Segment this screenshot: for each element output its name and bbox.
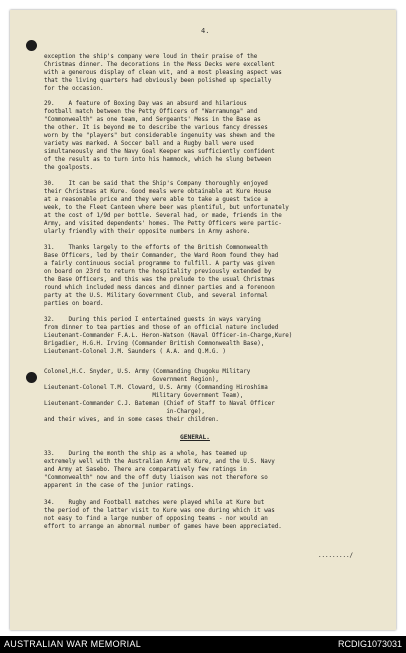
text-line: round which included mess dances and dinner parties and a forenoon	[44, 285, 275, 291]
text-line: that the living quarters had obviously been polished up specially	[44, 78, 272, 84]
text-line: Colonel,H.C. Snyder, U.S. Army (Commanding Chugoku Military	[44, 369, 251, 375]
text-line: for the occasion.	[44, 86, 104, 92]
text-line: exception the ship's company were loud in their praise of the	[44, 54, 258, 60]
text-line: 30. It can be said that the Ship's Company thoroughly enjoyed	[44, 181, 268, 187]
text-line: simultaneously and the Navy Goal Keeper was sufficiently confident	[44, 149, 275, 155]
text-line: Military Government Team),	[44, 393, 244, 399]
text-line: effort to arrange an abnormal number of games have been appreciated.	[44, 524, 282, 530]
text-line: 34. Rugby and Football matches were played while at Kure but	[44, 500, 265, 506]
text-line: the period of the latter visit to Kure was one during which it was	[44, 508, 275, 514]
text-line: "Commonwealth" as one team, and Sergeants' Mess in the Base as	[44, 117, 261, 123]
text-line: at a reasonable price and they were able to take a guest twice a	[44, 197, 268, 203]
text-line: football match between the Petty Officers of "Warramunga" and	[44, 109, 258, 115]
text-line: apparent in the case of the junior ratings.	[44, 483, 195, 489]
text-line: variety was marked. A Soccer ball and a Rugby ball were used	[44, 141, 254, 147]
text-line: from dinner to tea parties and those of an official nature included	[44, 325, 279, 331]
text-line: the goalposts.	[44, 165, 93, 171]
text-line: party at the U.S. Military Government Club, and several informal	[44, 293, 268, 299]
text-line: Lieutenant-Colonel J.M. Saunders ( A.A. and Q.M.G. )	[44, 349, 226, 355]
text-line: Christmas dinner. The decorations in the Mess Decks were excellent	[44, 62, 275, 68]
text-line: parties on board.	[44, 301, 104, 307]
text-line: in-Charge),	[44, 409, 205, 415]
text-line: Government Region),	[44, 377, 219, 383]
text-line: worn by the "players" but considerable ingenuity was shewn and the	[44, 133, 275, 139]
archive-name: AUSTRALIAN WAR MEMORIAL	[4, 639, 142, 649]
text-line: Brigadier, H.G.H. Irving (Commander British Commonwealth Base),	[44, 341, 265, 347]
text-line: the Base Officers, and this was the prelude to the usual Christmas	[44, 277, 275, 283]
archive-reference: RCDIG1073031	[337, 639, 402, 649]
text-line: their Christmas at Kure. Good meals were obtainable at Kure House	[44, 189, 272, 195]
text-line: the other. It is beyond me to describe the various fancy dresses	[44, 125, 268, 131]
section-heading: GENERAL.	[180, 434, 210, 441]
text-line: Lieutenant-Colonel T.M. Cloward, U.S. Army (Commanding Hiroshima	[44, 385, 268, 391]
text-line: and Army at Sasebo. There are comparatively few ratings in	[44, 467, 247, 473]
text-line: Army, and visited dependents' homes. The Petty Officers were partic-	[44, 221, 282, 227]
text-line: not easy to find a large number of opposing teams - nor would an	[44, 516, 268, 522]
punch-hole-bottom	[26, 372, 37, 383]
text-line: "Commonwealth" now and the off duty liaison was not therefore so	[44, 475, 268, 481]
text-line: ........./	[318, 553, 353, 559]
text-line: ularly friendly with their opposite numbers in Army ashore.	[44, 229, 251, 235]
punch-hole-top	[26, 40, 37, 51]
text-line: 32. During this period I entertained guests in ways varying	[44, 317, 261, 323]
text-line: extremely well with the Australian Army at Kure, and the U.S. Navy	[44, 459, 275, 465]
page-number: 4.	[201, 27, 210, 35]
text-line: with a generous display of clean wit, and a most pleasing aspect was	[44, 70, 282, 76]
text-line: Lieutenant-Commander F.A.L. Heron-Watson (Naval Officer-in-Charge,Kure)	[44, 333, 293, 339]
text-line: and their wives, and in some cases their children.	[44, 417, 219, 423]
text-line: Base Officers, led by their Commander, the Ward Room found they had	[44, 253, 279, 259]
text-line: 31. Thanks largely to the efforts of the British Commonwealth	[44, 245, 268, 251]
text-line: at the cost of 1/9d per bottle. Several had, or made, friends in the	[44, 213, 282, 219]
text-line: 29. A feature of Boxing Day was an absurd and hilarious	[44, 101, 247, 107]
text-line: Lieutenant-Commander C.J. Bateman (Chief of Staff to Naval Officer	[44, 401, 275, 407]
text-line: a fairly continuous social programme to fulfill. A party was given	[44, 261, 275, 267]
archive-footer	[0, 636, 406, 653]
text-line: week, to the Fleet Canteen where beer was plentiful, but unfortunately	[44, 205, 289, 211]
text-line: on board on 23rd to return the hospitality previously extended by	[44, 269, 272, 275]
text-line: of the result as to turn into his hammock, which he slung between	[44, 157, 272, 163]
text-line: 33. During the month the ship as a whole, has teamed up	[44, 451, 247, 457]
